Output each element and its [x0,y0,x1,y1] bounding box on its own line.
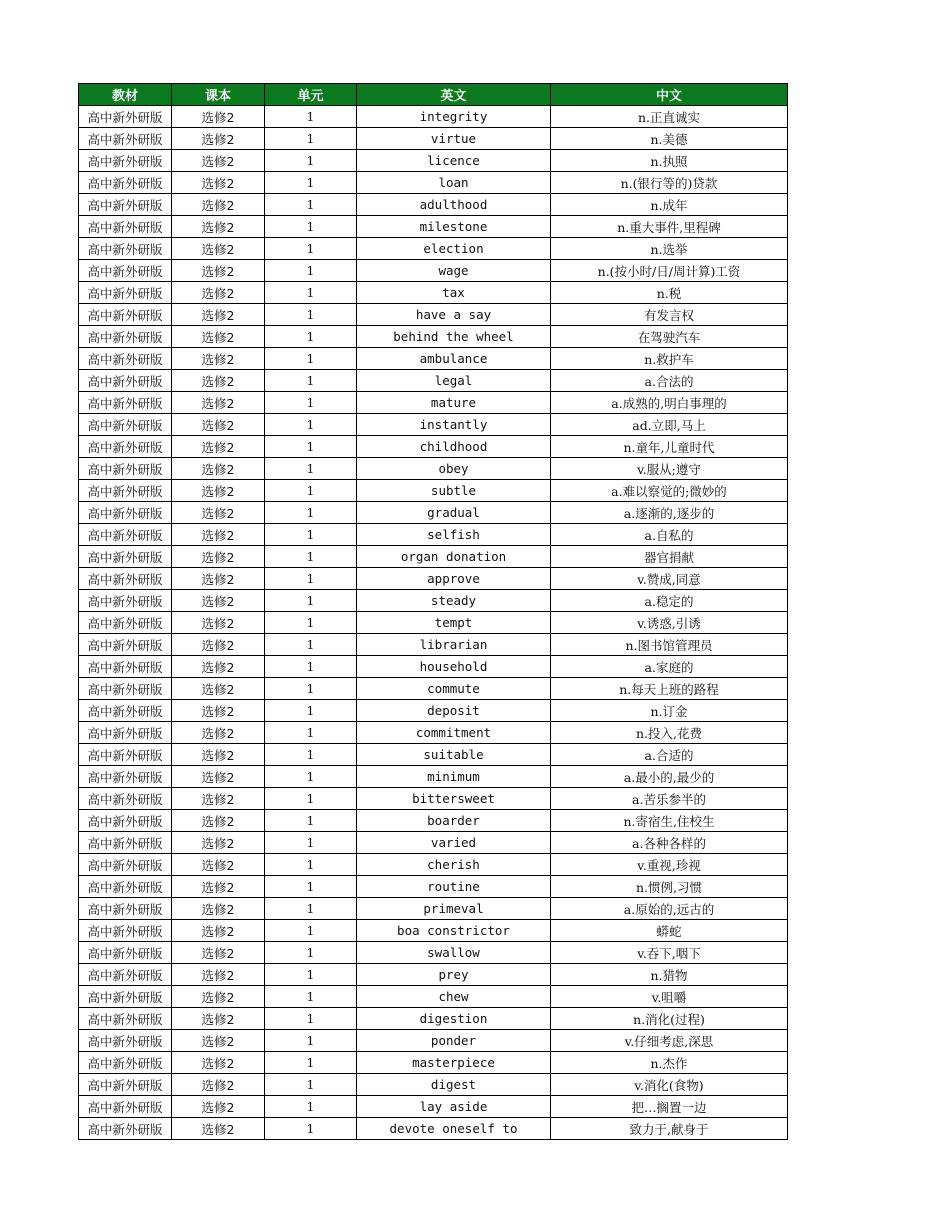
unit-cell: 1 [265,634,357,656]
book-cell: 选修2 [172,458,265,480]
chinese-meaning-cell: a.合法的 [551,370,788,392]
book-cell: 选修2 [172,524,265,546]
english-word-cell: subtle [357,480,551,502]
book-cell: 选修2 [172,1096,265,1118]
table-row [79,458,788,480]
chinese-meaning-cell: n.选举 [551,238,788,260]
table-row [79,722,788,744]
english-word-cell: selfish [357,524,551,546]
book-cell: 选修2 [172,832,265,854]
book-cell: 选修2 [172,700,265,722]
english-word-cell: librarian [357,634,551,656]
unit-cell: 1 [265,370,357,392]
table-row [79,392,788,414]
book-cell: 选修2 [172,480,265,502]
english-word-cell: commute [357,678,551,700]
table-row [79,766,788,788]
english-word-cell: suitable [357,744,551,766]
textbook-cell: 高中新外研版 [79,590,172,612]
unit-cell: 1 [265,832,357,854]
chinese-meaning-cell: n.美德 [551,128,788,150]
textbook-cell: 高中新外研版 [79,656,172,678]
textbook-cell: 高中新外研版 [79,502,172,524]
english-word-cell: childhood [357,436,551,458]
chinese-meaning-cell: n.救护车 [551,348,788,370]
table-row [79,1008,788,1030]
chinese-meaning-cell: a.苦乐参半的 [551,788,788,810]
table-row [79,986,788,1008]
english-word-cell: virtue [357,128,551,150]
table-row [79,524,788,546]
book-cell: 选修2 [172,216,265,238]
unit-cell: 1 [265,700,357,722]
book-cell: 选修2 [172,546,265,568]
table-row [79,788,788,810]
table-row [79,480,788,502]
book-cell: 选修2 [172,436,265,458]
unit-cell: 1 [265,898,357,920]
book-cell: 选修2 [172,1118,265,1140]
unit-cell: 1 [265,392,357,414]
table-row [79,348,788,370]
textbook-cell: 高中新外研版 [79,854,172,876]
chinese-meaning-cell: n.投入,花费 [551,722,788,744]
chinese-meaning-cell: a.难以察觉的;微妙的 [551,480,788,502]
unit-cell: 1 [265,436,357,458]
chinese-meaning-cell: v.重视,珍视 [551,854,788,876]
textbook-cell: 高中新外研版 [79,568,172,590]
book-cell: 选修2 [172,172,265,194]
chinese-meaning-cell: n.图书馆管理员 [551,634,788,656]
table-row [79,964,788,986]
english-word-cell: commitment [357,722,551,744]
english-word-cell: household [357,656,551,678]
unit-cell: 1 [265,546,357,568]
textbook-cell: 高中新外研版 [79,920,172,942]
english-word-cell: approve [357,568,551,590]
book-cell: 选修2 [172,986,265,1008]
textbook-cell: 高中新外研版 [79,744,172,766]
table-row [79,1030,788,1052]
table-row [79,1096,788,1118]
english-word-cell: devote oneself to [357,1118,551,1140]
chinese-meaning-cell: 有发言权 [551,304,788,326]
book-cell: 选修2 [172,568,265,590]
english-word-cell: primeval [357,898,551,920]
column-header-unit: 单元 [265,84,357,106]
book-cell: 选修2 [172,260,265,282]
book-cell: 选修2 [172,744,265,766]
textbook-cell: 高中新外研版 [79,1118,172,1140]
table-row [79,920,788,942]
english-word-cell: boarder [357,810,551,832]
unit-cell: 1 [265,876,357,898]
english-word-cell: minimum [357,766,551,788]
unit-cell: 1 [265,326,357,348]
table-row [79,326,788,348]
english-word-cell: mature [357,392,551,414]
unit-cell: 1 [265,260,357,282]
book-cell: 选修2 [172,656,265,678]
chinese-meaning-cell: n.(银行等的)贷款 [551,172,788,194]
textbook-cell: 高中新外研版 [79,392,172,414]
textbook-cell: 高中新外研版 [79,414,172,436]
english-word-cell: organ donation [357,546,551,568]
english-word-cell: boa constrictor [357,920,551,942]
table-row [79,216,788,238]
unit-cell: 1 [265,964,357,986]
textbook-cell: 高中新外研版 [79,194,172,216]
book-cell: 选修2 [172,282,265,304]
textbook-cell: 高中新外研版 [79,876,172,898]
table-row [79,942,788,964]
unit-cell: 1 [265,414,357,436]
english-word-cell: obey [357,458,551,480]
unit-cell: 1 [265,810,357,832]
textbook-cell: 高中新外研版 [79,480,172,502]
unit-cell: 1 [265,1074,357,1096]
chinese-meaning-cell: n.童年,儿童时代 [551,436,788,458]
chinese-meaning-cell: a.原始的,远古的 [551,898,788,920]
unit-cell: 1 [265,942,357,964]
table-row [79,238,788,260]
english-word-cell: cherish [357,854,551,876]
unit-cell: 1 [265,238,357,260]
chinese-meaning-cell: n.(按小时/日/周计算)工资 [551,260,788,282]
chinese-meaning-cell: n.重大事件,里程碑 [551,216,788,238]
unit-cell: 1 [265,1096,357,1118]
table-row [79,832,788,854]
unit-cell: 1 [265,744,357,766]
unit-cell: 1 [265,766,357,788]
english-word-cell: have a say [357,304,551,326]
unit-cell: 1 [265,502,357,524]
unit-cell: 1 [265,172,357,194]
unit-cell: 1 [265,788,357,810]
textbook-cell: 高中新外研版 [79,524,172,546]
unit-cell: 1 [265,722,357,744]
english-word-cell: wage [357,260,551,282]
chinese-meaning-cell: a.逐渐的,逐步的 [551,502,788,524]
table-row [79,304,788,326]
english-word-cell: swallow [357,942,551,964]
chinese-meaning-cell: a.合适的 [551,744,788,766]
unit-cell: 1 [265,590,357,612]
book-cell: 选修2 [172,766,265,788]
english-word-cell: tax [357,282,551,304]
textbook-cell: 高中新外研版 [79,436,172,458]
textbook-cell: 高中新外研版 [79,1074,172,1096]
column-header-book: 课本 [172,84,265,106]
table-row [79,1074,788,1096]
english-word-cell: behind the wheel [357,326,551,348]
english-word-cell: routine [357,876,551,898]
textbook-cell: 高中新外研版 [79,304,172,326]
chinese-meaning-cell: a.成熟的,明白事理的 [551,392,788,414]
table-row [79,150,788,172]
textbook-cell: 高中新外研版 [79,458,172,480]
textbook-cell: 高中新外研版 [79,788,172,810]
textbook-cell: 高中新外研版 [79,634,172,656]
english-word-cell: gradual [357,502,551,524]
textbook-cell: 高中新外研版 [79,722,172,744]
textbook-cell: 高中新外研版 [79,172,172,194]
english-word-cell: deposit [357,700,551,722]
chinese-meaning-cell: n.猎物 [551,964,788,986]
chinese-meaning-cell: n.每天上班的路程 [551,678,788,700]
chinese-meaning-cell: a.家庭的 [551,656,788,678]
unit-cell: 1 [265,128,357,150]
column-header-chinese: 中文 [551,84,788,106]
textbook-cell: 高中新外研版 [79,546,172,568]
table-row [79,546,788,568]
unit-cell: 1 [265,106,357,128]
table-row [79,436,788,458]
unit-cell: 1 [265,524,357,546]
english-word-cell: varied [357,832,551,854]
unit-cell: 1 [265,194,357,216]
textbook-cell: 高中新外研版 [79,128,172,150]
unit-cell: 1 [265,150,357,172]
table-row [79,700,788,722]
chinese-meaning-cell: 致力于,献身于 [551,1118,788,1140]
book-cell: 选修2 [172,194,265,216]
book-cell: 选修2 [172,942,265,964]
book-cell: 选修2 [172,370,265,392]
unit-cell: 1 [265,282,357,304]
textbook-cell: 高中新外研版 [79,150,172,172]
book-cell: 选修2 [172,810,265,832]
table-row [79,106,788,128]
table-row [79,128,788,150]
book-cell: 选修2 [172,788,265,810]
book-cell: 选修2 [172,238,265,260]
chinese-meaning-cell: n.税 [551,282,788,304]
chinese-meaning-cell: n.订金 [551,700,788,722]
textbook-cell: 高中新外研版 [79,348,172,370]
textbook-cell: 高中新外研版 [79,832,172,854]
textbook-cell: 高中新外研版 [79,678,172,700]
table-row [79,568,788,590]
table-row [79,810,788,832]
table-row [79,414,788,436]
unit-cell: 1 [265,986,357,1008]
chinese-meaning-cell: 在驾驶汽车 [551,326,788,348]
unit-cell: 1 [265,348,357,370]
book-cell: 选修2 [172,414,265,436]
table-row [79,172,788,194]
column-header-textbook: 教材 [79,84,172,106]
table-row [79,656,788,678]
book-cell: 选修2 [172,1030,265,1052]
textbook-cell: 高中新外研版 [79,986,172,1008]
textbook-cell: 高中新外研版 [79,810,172,832]
table-row [79,260,788,282]
column-header-english: 英文 [357,84,551,106]
textbook-cell: 高中新外研版 [79,1008,172,1030]
english-word-cell: digest [357,1074,551,1096]
textbook-cell: 高中新外研版 [79,370,172,392]
textbook-cell: 高中新外研版 [79,1030,172,1052]
header-row [79,84,788,106]
table-row [79,1052,788,1074]
english-word-cell: ambulance [357,348,551,370]
chinese-meaning-cell: a.自私的 [551,524,788,546]
book-cell: 选修2 [172,590,265,612]
chinese-meaning-cell: n.杰作 [551,1052,788,1074]
book-cell: 选修2 [172,964,265,986]
unit-cell: 1 [265,480,357,502]
table-row [79,898,788,920]
chinese-meaning-cell: a.各种各样的 [551,832,788,854]
chinese-meaning-cell: n.正直诚实 [551,106,788,128]
english-word-cell: election [357,238,551,260]
textbook-cell: 高中新外研版 [79,282,172,304]
chinese-meaning-cell: v.诱惑,引诱 [551,612,788,634]
textbook-cell: 高中新外研版 [79,942,172,964]
textbook-cell: 高中新外研版 [79,898,172,920]
english-word-cell: legal [357,370,551,392]
textbook-cell: 高中新外研版 [79,766,172,788]
english-word-cell: chew [357,986,551,1008]
english-word-cell: bittersweet [357,788,551,810]
book-cell: 选修2 [172,304,265,326]
table-row [79,502,788,524]
book-cell: 选修2 [172,1008,265,1030]
textbook-cell: 高中新外研版 [79,1052,172,1074]
unit-cell: 1 [265,1008,357,1030]
english-word-cell: digestion [357,1008,551,1030]
book-cell: 选修2 [172,502,265,524]
chinese-meaning-cell: a.稳定的 [551,590,788,612]
textbook-cell: 高中新外研版 [79,964,172,986]
textbook-cell: 高中新外研版 [79,326,172,348]
chinese-meaning-cell: ad.立即,马上 [551,414,788,436]
english-word-cell: instantly [357,414,551,436]
unit-cell: 1 [265,1052,357,1074]
book-cell: 选修2 [172,106,265,128]
unit-cell: 1 [265,854,357,876]
chinese-meaning-cell: v.仔细考虑,深思 [551,1030,788,1052]
chinese-meaning-cell: n.成年 [551,194,788,216]
chinese-meaning-cell: v.服从;遵守 [551,458,788,480]
chinese-meaning-cell: n.消化(过程) [551,1008,788,1030]
unit-cell: 1 [265,1118,357,1140]
chinese-meaning-cell: 蟒蛇 [551,920,788,942]
book-cell: 选修2 [172,392,265,414]
chinese-meaning-cell: v.咀嚼 [551,986,788,1008]
book-cell: 选修2 [172,348,265,370]
textbook-cell: 高中新外研版 [79,1096,172,1118]
english-word-cell: ponder [357,1030,551,1052]
book-cell: 选修2 [172,1074,265,1096]
unit-cell: 1 [265,1030,357,1052]
unit-cell: 1 [265,612,357,634]
table-row [79,744,788,766]
book-cell: 选修2 [172,920,265,942]
table-row [79,1118,788,1140]
book-cell: 选修2 [172,634,265,656]
chinese-meaning-cell: n.惯例,习惯 [551,876,788,898]
book-cell: 选修2 [172,854,265,876]
book-cell: 选修2 [172,678,265,700]
table-row [79,282,788,304]
english-word-cell: prey [357,964,551,986]
unit-cell: 1 [265,568,357,590]
textbook-cell: 高中新外研版 [79,612,172,634]
english-word-cell: masterpiece [357,1052,551,1074]
english-word-cell: adulthood [357,194,551,216]
english-word-cell: tempt [357,612,551,634]
book-cell: 选修2 [172,150,265,172]
unit-cell: 1 [265,920,357,942]
table-body [79,106,788,1140]
chinese-meaning-cell: v.吞下,咽下 [551,942,788,964]
unit-cell: 1 [265,458,357,480]
textbook-cell: 高中新外研版 [79,106,172,128]
english-word-cell: milestone [357,216,551,238]
english-word-cell: loan [357,172,551,194]
book-cell: 选修2 [172,326,265,348]
chinese-meaning-cell: 器官捐献 [551,546,788,568]
english-word-cell: integrity [357,106,551,128]
table-row [79,370,788,392]
unit-cell: 1 [265,656,357,678]
chinese-meaning-cell: n.执照 [551,150,788,172]
book-cell: 选修2 [172,722,265,744]
english-word-cell: licence [357,150,551,172]
book-cell: 选修2 [172,1052,265,1074]
textbook-cell: 高中新外研版 [79,260,172,282]
chinese-meaning-cell: 把…搁置一边 [551,1096,788,1118]
book-cell: 选修2 [172,128,265,150]
table-row [79,590,788,612]
textbook-cell: 高中新外研版 [79,700,172,722]
unit-cell: 1 [265,304,357,326]
chinese-meaning-cell: v.赞成,同意 [551,568,788,590]
book-cell: 选修2 [172,612,265,634]
book-cell: 选修2 [172,876,265,898]
chinese-meaning-cell: a.最小的,最少的 [551,766,788,788]
vocabulary-table [78,83,788,1140]
chinese-meaning-cell: v.消化(食物) [551,1074,788,1096]
table-row [79,876,788,898]
unit-cell: 1 [265,216,357,238]
chinese-meaning-cell: n.寄宿生,住校生 [551,810,788,832]
table-row [79,612,788,634]
table-row [79,854,788,876]
english-word-cell: steady [357,590,551,612]
table-row [79,678,788,700]
english-word-cell: lay aside [357,1096,551,1118]
textbook-cell: 高中新外研版 [79,238,172,260]
table-row [79,194,788,216]
unit-cell: 1 [265,678,357,700]
textbook-cell: 高中新外研版 [79,216,172,238]
book-cell: 选修2 [172,898,265,920]
table-row [79,634,788,656]
